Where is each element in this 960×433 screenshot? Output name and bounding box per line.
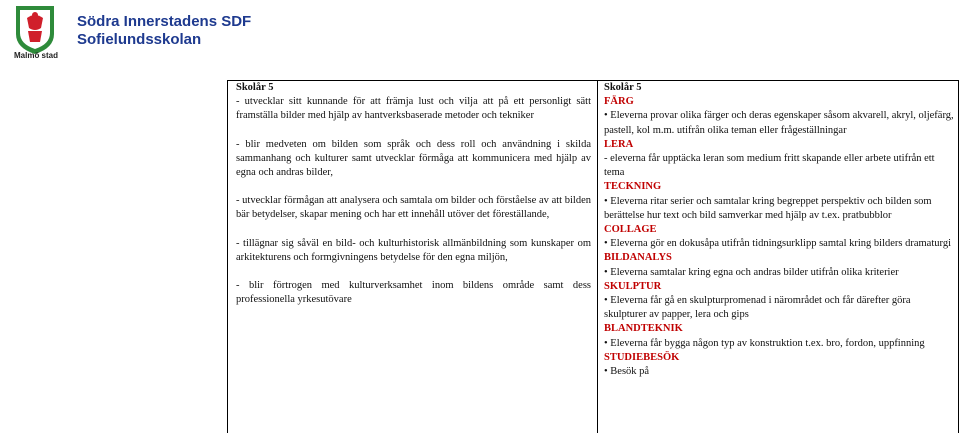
section-text: - eleverna får upptäcka leran som medium fritt skapande eller arbete utifrån ett tema	[604, 153, 935, 179]
table-border-right	[958, 80, 959, 433]
activities-heading: Skolår 5	[604, 82, 642, 93]
section-title-skulptur: SKULPTUR	[604, 280, 662, 292]
goal-item: - blir förtrogen med kulturverksamhet inom bildens område samt dess professionella yrkesutövare	[236, 280, 591, 306]
section-title-bildanalys: BILDANALYS	[604, 252, 672, 264]
section-text: • Eleverna gör en dokusåpa utifrån tidningsurklipp samtal kring bilders dramaturgi	[604, 238, 951, 250]
section-title-collage: COLLAGE	[604, 224, 657, 236]
section-title-lera: LERA	[604, 138, 634, 150]
section-text: • Eleverna får bygga någon typ av konstruktion t.ex. bro, fordon, uppfinning	[604, 337, 925, 349]
section-title-teckning: TECKNING	[604, 181, 662, 193]
goal-item: - utvecklar sitt kunnande för att främja lust och vilja att på ett personligt sätt framställa bilder med hjälp av hantverksbaserade metoder och tekniker	[236, 96, 591, 122]
goal-item: - utvecklar förmågan att analysera och samtala om bilder och förståelse av att bilden bär betydelser, skapar mening och har ett innehåll utöver det föreställande,	[236, 195, 591, 221]
goals-heading: Skolår 5	[236, 82, 274, 93]
goals-column	[236, 81, 591, 307]
logo-caption: Malmö stad	[14, 51, 59, 60]
curriculum-table	[0, 80, 960, 433]
goal-item: - blir medveten om bilden som språk och dess roll och användning i skilda sammanhang och kulturer samt utvecklar förmåga att kommunicera med hjälp av egna och andras bilder,	[236, 138, 591, 179]
district-name: Södra Innerstadens SDF	[77, 13, 252, 30]
goal-item: - tillägnar sig såväl en bild- och kulturhistorisk allmänbildning som kunskaper om arkitekturens och formgivningens betydelse för den egna miljön,	[236, 237, 591, 263]
page-header	[0, 0, 960, 66]
section-title-studiebesok: STUDIEBESÖK	[604, 351, 680, 363]
section-text: • Besök på	[604, 366, 650, 378]
school-name: Sofielundsskolan	[77, 31, 202, 48]
school-title	[77, 13, 251, 49]
activities-column	[604, 81, 954, 379]
section-text: • Eleverna får gå en skulpturpromenad i närområdet och får därefter göra skulpturer av papper, lera och gips	[604, 295, 911, 321]
section-text: • Eleverna samtalar kring egna och andras bilder utifrån olika kriterier	[604, 266, 899, 278]
table-border-middle	[597, 80, 598, 433]
section-text: • Eleverna ritar serier och samtalar kring begreppet perspektiv och bilden som berättelse hur text och bild samverkar med hjälp av t.ex. pratbubblor	[604, 195, 932, 221]
section-text: • Eleverna provar olika färger och deras egenskaper såsom akvarell, akryl, oljefärg, pastell, kol m.m. utifrån olika teman eller frågeställningar	[604, 110, 954, 136]
section-title-farg: FÄRG	[604, 96, 634, 108]
table-border-left	[227, 80, 228, 433]
section-title-blandteknik: BLANDTEKNIK	[604, 323, 683, 335]
